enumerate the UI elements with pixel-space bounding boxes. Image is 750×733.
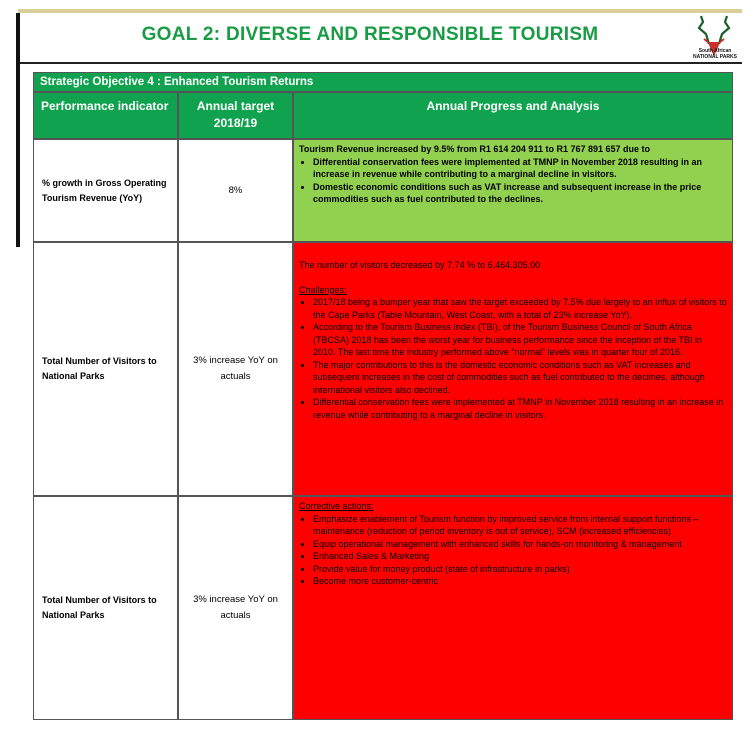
row3-bullets bbox=[299, 513, 727, 588]
row3-heading: Corrective actions: bbox=[299, 501, 374, 511]
row2-heading: Challenges: bbox=[299, 284, 347, 295]
logo-line2: NATIONAL PARKS bbox=[693, 54, 737, 60]
column-header-indicator: Performance indicator bbox=[33, 92, 178, 139]
row3-progress bbox=[293, 496, 733, 720]
row2-target-text: 3% increase YoY on actuals bbox=[193, 355, 278, 382]
column-header-target: Annual target 2018/19 bbox=[178, 92, 293, 139]
row1-bullet: • Domestic economic conditions such as VAT increase and subsequent increase in the price commodities such as fuel contributed to the declines. bbox=[313, 181, 727, 206]
row2-indicator-text: Total Number of Visitors to National Parks bbox=[42, 356, 157, 381]
row3-target-text: 3% increase YoY on actuals bbox=[193, 594, 278, 621]
row2-indicator bbox=[33, 242, 178, 496]
row1-progress bbox=[293, 139, 733, 242]
row3-target bbox=[178, 496, 293, 720]
row1-intro: Tourism Revenue increased by 9.5% from R1 614 204 911 to R1 767 891 657 due to bbox=[299, 144, 650, 154]
row2-bullet: • According to the Tourism Business Index (TBI), of the Tourism Business Council of South Africa (TBCSA) 2018 has been the worst year for business performance since the inception of the TBI in 2010. The last time the industry performed above “normal” levels was in quarter four of 2016. bbox=[313, 321, 727, 359]
row1-bullet: • Differential conservation fees were implemented at TMNP in November 2018 resulting in an increase in revenue while contributing to a marginal decline in visitors. bbox=[313, 156, 727, 181]
row2-bullet: • Differential conservation fees were implemented at TMNP in November 2018 resulting in an increase in revenue while contributing to a marginal decline in visitors. bbox=[313, 396, 727, 421]
row2-intro: The number of visitors decreased by 7.74 % to 6,464,305.00 bbox=[299, 260, 541, 270]
row3-bullet: • Equip operational management with enhanced skills for hands-on monitoring & management bbox=[313, 538, 727, 551]
row3-bullet: • Provide value for money product (state of infrastructure in parks) bbox=[313, 563, 727, 576]
row3-bullet: • Become more customer-centric bbox=[313, 575, 727, 588]
row3-indicator bbox=[33, 496, 178, 720]
row3-bullet: • Emphasize enablement of Tourism function by improved service from internal support functions – maintenance (reduction of period inventory is out of service), SCM (increased efficiencies) bbox=[313, 513, 727, 538]
row1-target-text: 8% bbox=[228, 184, 243, 196]
row2-bullet: • The major contributions to this is the domestic economic conditions such as VAT increases and subsequent increases in the cost of commodities such as fuel contributed to the declines, although international visitors also declined. bbox=[313, 359, 727, 397]
row2-progress bbox=[293, 242, 733, 496]
logo-line1: South African bbox=[698, 48, 732, 54]
row1-indicator-text: % growth in Gross Operating Tourism Revenue (YoY) bbox=[42, 177, 167, 203]
row2-bullets bbox=[299, 296, 727, 421]
row3-indicator-text: Total Number of Visitors to National Parks bbox=[42, 595, 157, 620]
row2-target bbox=[178, 242, 293, 496]
row1-target bbox=[178, 139, 293, 242]
row2-bullet: • 2017/18 being a bumper year that saw the target exceeded by 7.5% due largely to an influx of visitors to the Cape Parks (Table Mountain, West Coast, with a total of 23% increase YoY). bbox=[313, 296, 727, 321]
page-title: GOAL 2: DIVERSE AND RESPONSIBLE TOURISM bbox=[141, 24, 599, 45]
logo-text bbox=[688, 48, 742, 60]
column-header-progress: Annual Progress and Analysis bbox=[293, 92, 733, 139]
row1-indicator bbox=[33, 139, 178, 242]
row1-bullets bbox=[299, 156, 727, 206]
left-accent-bar bbox=[16, 13, 20, 247]
objective-header: Strategic Objective 4 : Enhanced Tourism Returns bbox=[33, 72, 733, 92]
top-rule bbox=[18, 9, 742, 13]
row3-bullet: • Enhanced Sales & Marketing bbox=[313, 550, 727, 563]
header-divider bbox=[20, 62, 742, 64]
